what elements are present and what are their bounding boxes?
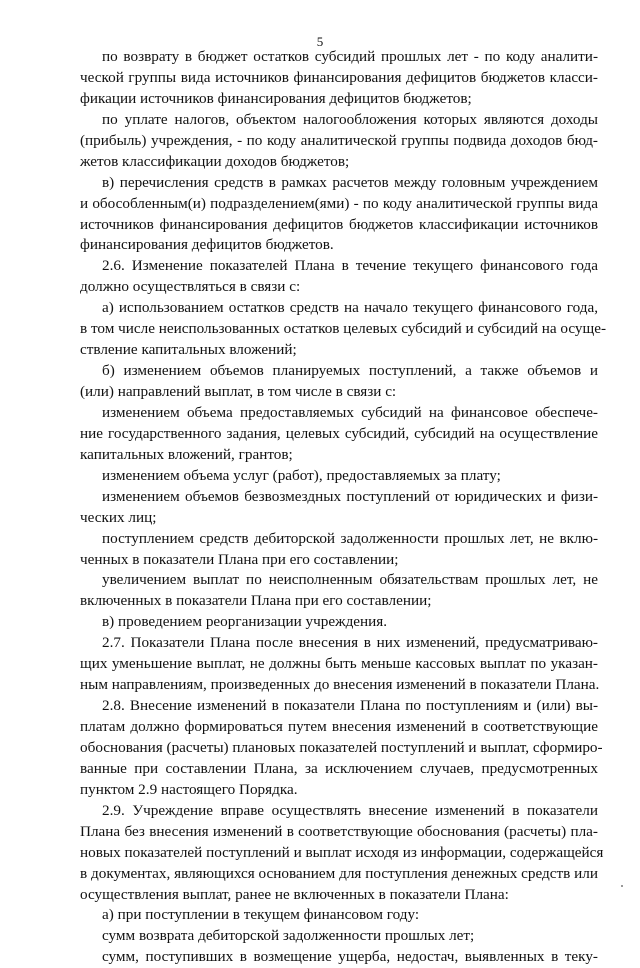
text-line: изменением объема услуг (работ), предоставляемых за плату; [102,466,501,484]
text-line: ние государственного задания, целевых субсидий, субсидий на осуществление [80,424,598,442]
scan-artifact-mark [621,885,623,887]
text-line: капитальных вложений, грантов; [80,445,293,463]
text-line: 2.8. Внесение изменений в показатели Плана по поступлениям и (или) вы- [102,697,598,715]
text-line: сумм возврата дебиторской задолженности прошлых лет; [102,927,475,945]
text-line: ческой группы вида источников финансирования дефицитов бюджетов класси- [80,68,598,86]
text-line: ствление капитальных вложений; [80,341,297,359]
page-number: 5 [316,34,324,49]
text-line: поступлением средств дебиторской задолженности прошлых лет, не вклю- [102,529,598,547]
text-line: пунктом 2.9 настоящего Порядка. [80,780,298,798]
text-line: осуществления выплат, ранее не включенных в показатели Плана: [80,885,509,903]
text-line: источников финансирования дефицитов бюджетов классификации источников [80,215,598,233]
text-line: в) проведением реорганизации учреждения. [102,613,388,631]
text-line: (прибыль) учреждения, - по коду аналитической группы подвида доходов бюд- [80,131,598,149]
text-line: ванные при составлении Плана, за исключением случаев, предусмотренных [80,759,598,777]
text-line: изменением объемов безвозмездных поступлений от юридических и физи- [102,487,598,505]
text-line: ченных в показатели Плана при его составлении; [80,550,399,568]
text-line: (или) направлений выплат, в том числе в связи с: [80,383,397,400]
text-line: сумм, поступивших в возмещение ущерба, недостач, выявленных в теку- [102,948,598,966]
text-line: включенных в показатели Плана при его составлении; [80,592,432,610]
text-line: по возврату в бюджет остатков субсидий прошлых лет - по коду аналити- [102,48,598,65]
text-line: жетов классификации доходов бюджетов; [80,152,350,170]
text-line: финансирования дефицитов бюджетов. [80,236,334,254]
text-line: фикации источников финансирования дефицитов бюджетов; [80,89,472,107]
text-line: а) использованием остатков средств на начало текущего финансового года, [102,299,598,317]
text-line: 2.7. Показатели Плана после внесения в них изменений, предусматриваю- [102,634,598,652]
text-line: ческих лиц; [80,508,157,526]
text-line: изменением объема предоставляемых субсидий на финансовое обеспече- [102,403,598,421]
text-line: 2.6. Изменение показателей Плана в течение текущего финансового года [102,257,598,275]
document-body [80,47,607,968]
text-line: по уплате налогов, объектом налогообложения которых являются доходы [102,110,598,128]
text-line: новых показателей поступлений и выплат исходя из информации, содержащейся [80,843,604,861]
text-line: Плана без внесения изменений в соответствующие обоснования (расчеты) пла- [80,822,598,840]
text-line: платам должно формироваться путем внесения изменений в соответствующие [80,718,598,735]
text-line: 2.9. Учреждение вправе осуществлять внесение изменений в показатели [102,801,598,819]
text-line: б) изменением объемов планируемых поступлений, а также объемов и [102,362,598,380]
text-line: должно осуществляться в связи с: [80,278,301,296]
text-line: увеличением выплат по неисполненным обязательствам прошлых лет, не [102,571,598,589]
text-line: в том числе неиспользованных остатков целевых субсидий и субсидий на осуще- [80,320,607,338]
text-line: в документах, являющихся основанием для поступления денежных средств или [80,864,598,882]
text-line: ным направлениям, произведенных до внесения изменений в показатели Плана. [80,676,600,694]
text-line: и обособленным(и) подразделением(ями) - по коду аналитической группы вида [80,194,598,212]
text-line: а) при поступлении в текущем финансовом году: [102,906,420,924]
text-line: в) перечисления средств в рамках расчетов между головным учреждением [102,173,598,191]
text-line: щих уменьшение выплат, не должны быть меньше кассовых выплат по указан- [80,655,598,673]
text-line: обоснования (расчеты) плановых показателей поступлений и выплат, сформиро- [80,738,603,756]
